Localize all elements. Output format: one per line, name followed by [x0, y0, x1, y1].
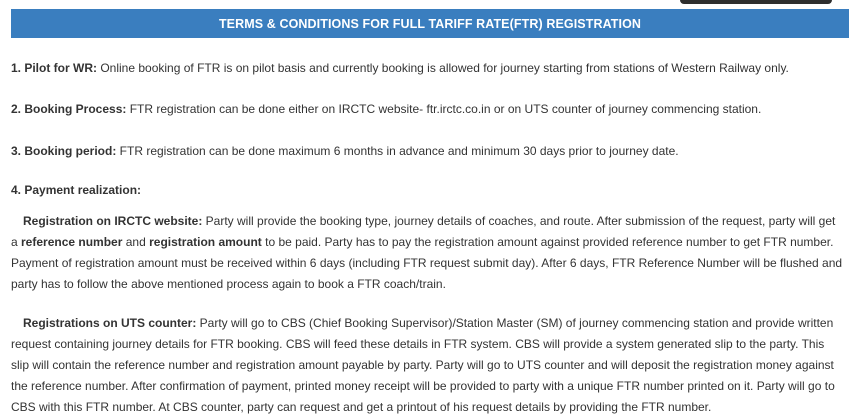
irctc-heading: Registration on IRCTC website: [23, 214, 203, 228]
section-payment-realization [11, 180, 141, 201]
section-pilot [11, 58, 789, 79]
uts-heading: Registrations on UTS counter: [23, 316, 197, 330]
section-heading: 3. Booking period: [11, 144, 117, 158]
section-heading: 1. Pilot for WR: [11, 61, 97, 75]
page-title-bar [11, 9, 849, 38]
uts-paragraph [11, 313, 845, 418]
irctc-paragraph [11, 211, 845, 295]
irctc-text-rest: to be paid. Party has to pay the registration amount against provided reference number to get FTR number. Payment of registration amount must be received within 6 days (including FTR request submit day). After 6 days, FTR Reference Number will be flushed and party has to follow the above mentioned process again to book a FTR coach/train. [11, 235, 843, 291]
section-text: FTR registration can be done either on IRCTC website- ftr.irctc.co.in or on UTS counter of journey commencing station. [126, 102, 762, 116]
top-tab [680, 0, 832, 4]
section-text: Online booking of FTR is on pilot basis and currently booking is allowed for journey starting from stations of Western Railway only. [97, 61, 789, 75]
reference-number-term: reference number [21, 235, 123, 249]
section-text: FTR registration can be done maximum 6 months in advance and minimum 30 days prior to journey date. [116, 144, 679, 158]
irctc-text-and: and [122, 235, 150, 249]
section-booking-process [11, 99, 761, 120]
irctc-text: Party will provide the booking type, journey details of coaches, and route. After submission of the request, party will get a [11, 214, 836, 249]
section-heading: 2. Booking Process: [11, 102, 127, 116]
section-heading: 4. Payment realization: [11, 183, 142, 197]
page-title: TERMS & CONDITIONS FOR FULL TARIFF RATE(FTR) REGISTRATION [218, 16, 642, 31]
uts-text: Party will go to CBS (Chief Booking Supervisor)/Station Master (SM) of journey commencing station and provide written request containing journey details for FTR booking. CBS will feed these details in FTR system. CBS will provide a system generated slip to the party. This slip will contain the reference number and registration amount payable by party. Party will go to UTS counter and will deposit the registration money against the reference number. After confirmation of payment, printed money receipt will be provided to party with a unique FTR number printed on it. Party will go to CBS with this FTR number. At CBS counter, party can request and get a printout of his request details by providing the FTR number. [11, 316, 835, 414]
registration-amount-term: registration amount [149, 235, 262, 249]
section-booking-period [11, 141, 679, 162]
